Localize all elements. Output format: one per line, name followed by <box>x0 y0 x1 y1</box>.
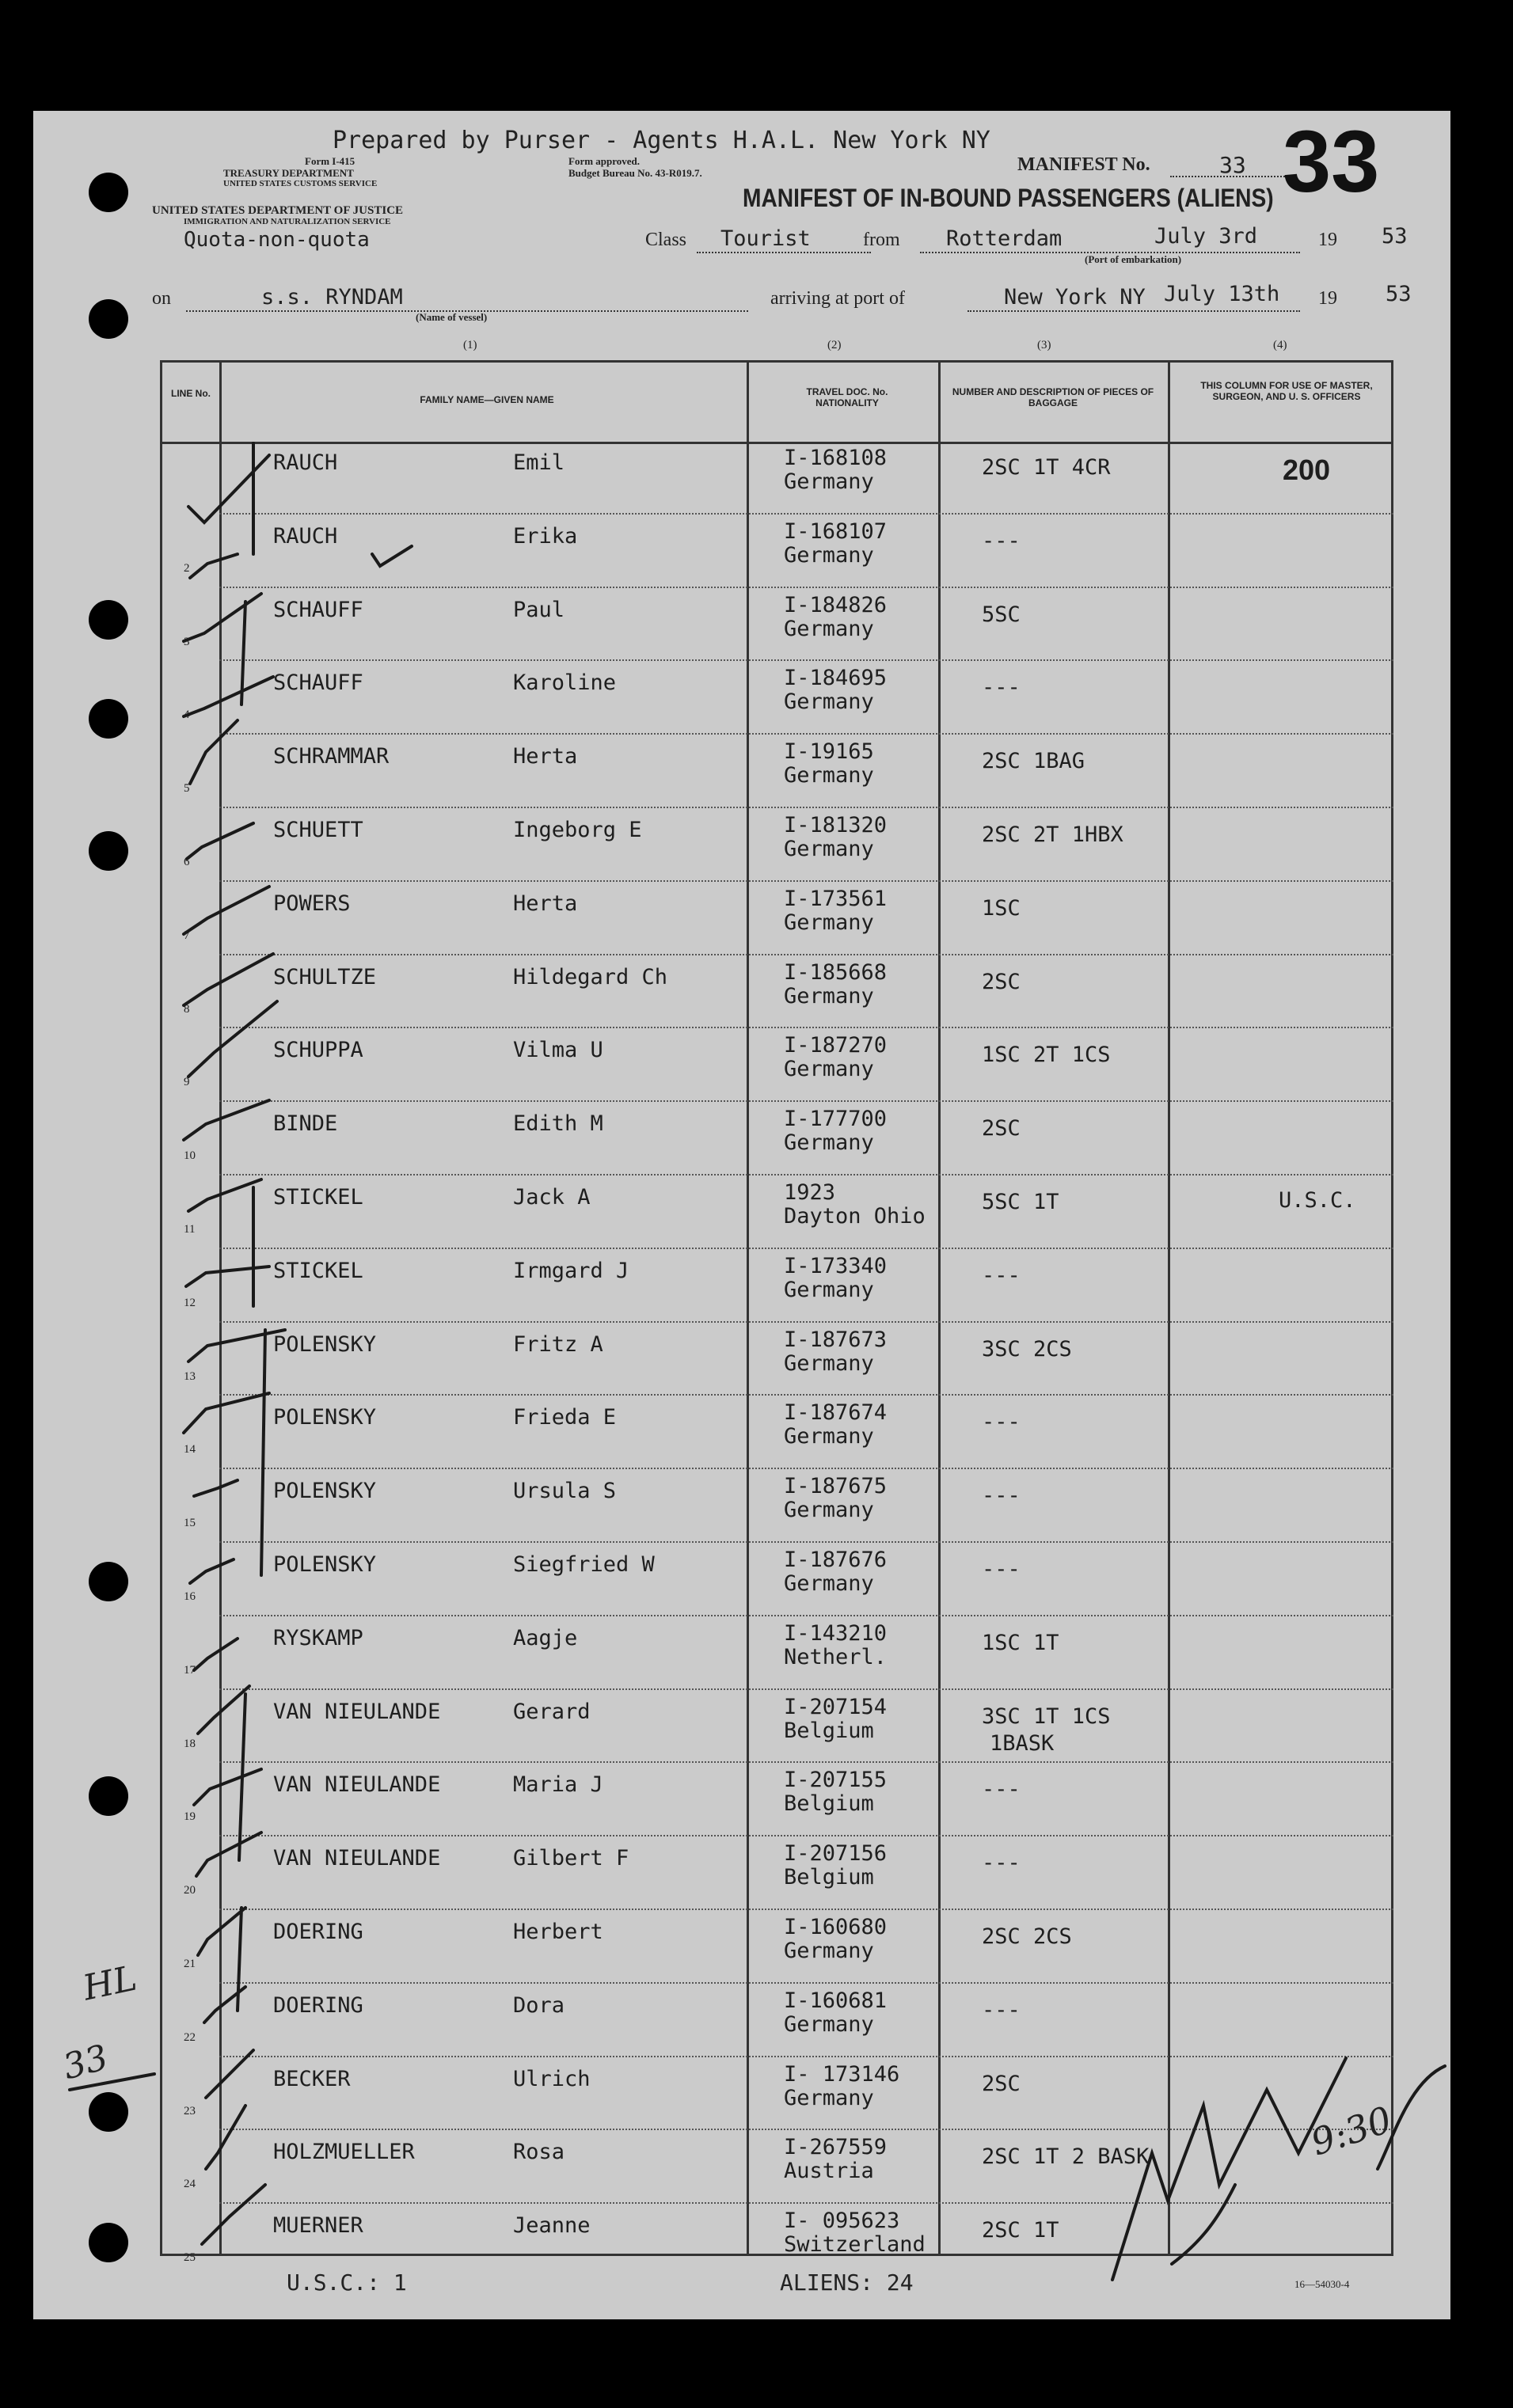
travel-doc-number: I-181320 <box>784 813 888 837</box>
doj-line: UNITED STATES DEPARTMENT OF JUSTICE <box>152 204 404 217</box>
travel-doc-number: I-160680 <box>784 1915 888 1939</box>
nationality: Germany <box>784 617 874 641</box>
given-name: Herta <box>513 891 578 916</box>
nationality: Germany <box>784 1498 874 1522</box>
given-name: Dora <box>513 1993 565 2018</box>
baggage: --- <box>982 1557 1021 1582</box>
nationality: Germany <box>784 1939 874 1963</box>
line-number: 7 <box>184 929 190 942</box>
line-number: 20 <box>184 1884 196 1897</box>
nationality: Germany <box>784 2086 874 2110</box>
baggage: --- <box>982 1410 1021 1434</box>
given-name: Edith M <box>513 1111 603 1136</box>
arrival-year-prefix: 19 <box>1318 288 1337 309</box>
given-name: Vilma U <box>513 1038 603 1062</box>
baggage: --- <box>982 1483 1021 1508</box>
baggage: 3SC 1T 1CS <box>982 1704 1111 1729</box>
form-id: Form I-415 <box>305 155 355 167</box>
given-name: Karoline <box>513 670 617 695</box>
baggage: 1SC 1T <box>982 1631 1059 1655</box>
nationality: Germany <box>784 543 874 568</box>
travel-doc-number: I-19165 <box>784 739 874 764</box>
line-number: 10 <box>184 1149 196 1162</box>
family-name: BINDE <box>273 1111 338 1136</box>
form-dept-treasury: TREASURY DEPARTMENT <box>223 167 354 179</box>
nationality: Germany <box>784 689 874 714</box>
family-name: POLENSKY <box>273 1332 377 1357</box>
travel-doc-number: I-143210 <box>784 1621 888 1646</box>
margin-note-time: 9:30 <box>1306 2098 1397 2164</box>
travel-doc-number: I-184826 <box>784 593 888 617</box>
baggage: --- <box>982 675 1021 700</box>
officer-note: 200 <box>1283 454 1331 486</box>
footer-aliens-count: ALIENS: 24 <box>780 2269 914 2296</box>
line-number: 13 <box>184 1370 196 1383</box>
from-date: July 3rd <box>1154 224 1258 249</box>
nationality: Germany <box>784 1057 874 1081</box>
nationality: Germany <box>784 1278 874 1302</box>
given-name: Herbert <box>513 1920 603 1944</box>
family-name: STICKEL <box>273 1259 363 1283</box>
nationality: Germany <box>784 1571 874 1596</box>
col-header-travel-doc: TRAVEL DOC. No. NATIONALITY <box>806 386 888 408</box>
port-embark-label: (Port of embarkation) <box>1085 253 1182 265</box>
line-number: 8 <box>184 1003 190 1016</box>
arrival-port: New York NY <box>1004 285 1146 310</box>
nationality: Belgium <box>784 1865 874 1890</box>
baggage: --- <box>982 1777 1021 1802</box>
vessel-label: (Name of vessel) <box>416 311 488 323</box>
travel-doc-number: I-187673 <box>784 1327 888 1352</box>
given-name: Paul <box>513 598 565 622</box>
nationality: Germany <box>784 469 874 494</box>
nationality: Germany <box>784 1130 874 1155</box>
travel-doc-number: I- 095623 <box>784 2209 900 2233</box>
family-name: RAUCH <box>273 524 338 549</box>
given-name: Herta <box>513 744 578 769</box>
baggage: 5SC <box>982 602 1021 627</box>
given-name: Ingeborg E <box>513 818 642 842</box>
family-name: VAN NIEULANDE <box>273 1846 441 1871</box>
family-name: STICKEL <box>273 1185 363 1210</box>
baggage-extra: 1BASK <box>990 1731 1055 1756</box>
family-name: VAN NIEULANDE <box>273 1700 441 1724</box>
line-number: 18 <box>184 1738 196 1750</box>
col-header-name: FAMILY NAME—GIVEN NAME <box>420 394 554 405</box>
travel-doc-number: I-207156 <box>784 1841 888 1866</box>
family-name: BECKER <box>273 2067 351 2091</box>
line-number: 17 <box>184 1664 196 1677</box>
col-num-3: (3) <box>1037 339 1051 351</box>
travel-doc-number: I-207155 <box>784 1768 888 1792</box>
from-label: from <box>863 230 900 250</box>
given-name: Hildegard Ch <box>513 965 668 989</box>
year-prefix: 19 <box>1318 230 1337 250</box>
nationality: Germany <box>784 763 874 788</box>
given-name: Erika <box>513 524 578 549</box>
family-name: SCHULTZE <box>273 965 377 989</box>
footer-print-code: 16—54030-4 <box>1294 2278 1350 2290</box>
family-name: POLENSKY <box>273 1405 377 1430</box>
col-num-1: (1) <box>463 339 477 351</box>
class-label: Class <box>645 230 687 250</box>
travel-doc-number: I-173561 <box>784 887 888 911</box>
nationality: Germany <box>784 1424 874 1449</box>
footer-usc-count: U.S.C.: 1 <box>287 2269 407 2296</box>
line-number: 23 <box>184 2105 196 2117</box>
given-name: Fritz A <box>513 1332 603 1357</box>
line-number: 22 <box>184 2031 196 2044</box>
nationality: Germany <box>784 910 874 935</box>
col-header-line: LINE No. <box>171 388 211 399</box>
line-number: 24 <box>184 2178 196 2190</box>
family-name: HOLZMUELLER <box>273 2140 415 2164</box>
baggage: 2SC <box>982 2072 1021 2096</box>
class-value: Tourist <box>720 226 811 251</box>
line-number: 9 <box>184 1076 190 1088</box>
travel-doc-number: I-168108 <box>784 446 888 470</box>
line-number: 16 <box>184 1590 196 1603</box>
given-name: Rosa <box>513 2140 565 2164</box>
family-name: DOERING <box>273 1993 363 2018</box>
arriving-label: arriving at port of <box>770 288 905 309</box>
line-number: 19 <box>184 1810 196 1823</box>
nationality: Switzerland <box>784 2232 926 2257</box>
line-number: 3 <box>184 636 190 648</box>
family-name: RAUCH <box>273 450 338 475</box>
nationality: Belgium <box>784 1719 874 1743</box>
nationality: Dayton Ohio <box>784 1204 926 1229</box>
manifest-no-stamp: 33 <box>1283 113 1380 211</box>
travel-doc-number: I-185668 <box>784 960 888 985</box>
travel-doc-number: I-207154 <box>784 1695 888 1719</box>
nationality: Germany <box>784 837 874 861</box>
prepared-by-line: Prepared by Purser - Agents H.A.L. New York NY <box>333 127 990 154</box>
family-name: DOERING <box>273 1920 363 1944</box>
given-name: Frieda E <box>513 1405 617 1430</box>
nationality: Germany <box>784 984 874 1008</box>
form-dept-customs: UNITED STATES CUSTOMS SERVICE <box>223 179 378 188</box>
baggage: 5SC 1T <box>982 1190 1059 1214</box>
baggage: --- <box>982 529 1021 553</box>
arrival-year: 53 <box>1386 282 1412 306</box>
manifest-title: MANIFEST OF IN-BOUND PASSENGERS (ALIENS) <box>743 184 1274 212</box>
nationality: Germany <box>784 1351 874 1376</box>
family-name: POLENSKY <box>273 1479 377 1503</box>
line-number: 15 <box>184 1517 196 1529</box>
line-number: 2 <box>184 562 190 575</box>
family-name: POLENSKY <box>273 1552 377 1577</box>
nationality: Netherl. <box>784 1645 888 1669</box>
line-number: 21 <box>184 1958 196 1970</box>
travel-doc-number: I- 173146 <box>784 2062 900 2087</box>
baggage: 2SC 1BAG <box>982 749 1085 773</box>
travel-doc-number: I-187674 <box>784 1400 888 1425</box>
given-name: Aagje <box>513 1626 578 1650</box>
travel-doc-number: I-168107 <box>784 519 888 544</box>
travel-doc-number: I-187270 <box>784 1033 888 1058</box>
given-name: Jeanne <box>513 2213 591 2238</box>
travel-doc-number: 1923 <box>784 1180 836 1205</box>
line-number: 6 <box>184 856 190 868</box>
line-number: 11 <box>184 1223 196 1236</box>
given-name: Emil <box>513 450 565 475</box>
family-name: RYSKAMP <box>273 1626 363 1650</box>
baggage: 2SC 2T 1HBX <box>982 822 1123 847</box>
travel-doc-number: I-187676 <box>784 1548 888 1572</box>
baggage: 2SC 1T 2 BASK <box>982 2144 1150 2169</box>
given-name: Jack A <box>513 1185 591 1210</box>
line-number: 14 <box>184 1443 196 1456</box>
baggage: --- <box>982 1851 1021 1875</box>
travel-doc-number: I-184695 <box>784 666 888 690</box>
baggage: --- <box>982 1998 1021 2022</box>
baggage: 1SC 2T 1CS <box>982 1043 1111 1067</box>
baggage: 2SC <box>982 970 1021 994</box>
arrival-date: July 13th <box>1164 282 1280 306</box>
col-num-4: (4) <box>1273 339 1287 351</box>
vessel-value: s.s. RYNDAM <box>261 285 403 310</box>
given-name: Ursula S <box>513 1479 617 1503</box>
quota-line: Quota-non-quota <box>184 228 370 252</box>
year-value: 53 <box>1382 224 1408 249</box>
family-name: MUERNER <box>273 2213 363 2238</box>
col-header-officers: THIS COLUMN FOR USE OF MASTER, SURGEON, AND U. S. OFFICERS <box>1200 380 1373 402</box>
col-header-baggage: NUMBER AND DESCRIPTION OF PIECES OF BAGGAGE <box>952 386 1154 408</box>
line-number: 12 <box>184 1297 196 1309</box>
baggage: 2SC <box>982 1116 1021 1141</box>
baggage: 2SC 2CS <box>982 1924 1072 1949</box>
line-number: 4 <box>184 708 190 721</box>
given-name: Maria J <box>513 1772 603 1797</box>
manifest-no-label: MANIFEST No. <box>1017 154 1150 175</box>
travel-doc-number: I-160681 <box>784 1988 888 2013</box>
given-name: Gerard <box>513 1700 591 1724</box>
baggage: 1SC <box>982 896 1021 921</box>
family-name: SCHUETT <box>273 818 363 842</box>
baggage: 2SC 1T <box>982 2218 1059 2243</box>
family-name: POWERS <box>273 891 351 916</box>
on-label: on <box>152 288 171 309</box>
baggage: --- <box>982 1263 1021 1288</box>
officer-note: U.S.C. <box>1279 1188 1356 1213</box>
family-name: SCHAUFF <box>273 670 363 695</box>
margin-note-hl: HL <box>79 1958 141 2009</box>
family-name: SCHUPPA <box>273 1038 363 1062</box>
nationality: Germany <box>784 2012 874 2037</box>
margin-note-33: 33 <box>59 2037 112 2088</box>
nationality: Belgium <box>784 1791 874 1816</box>
travel-doc-number: I-267559 <box>784 2135 888 2159</box>
travel-doc-number: I-173340 <box>784 1254 888 1278</box>
col-num-2: (2) <box>827 339 842 351</box>
line-number: 5 <box>184 782 190 795</box>
baggage: 2SC 1T 4CR <box>982 455 1111 480</box>
from-value: Rotterdam <box>946 226 1063 251</box>
given-name: Ulrich <box>513 2067 591 2091</box>
manifest-no-value: 33 <box>1219 152 1246 178</box>
family-name: SCHAUFF <box>273 598 363 622</box>
family-name: VAN NIEULANDE <box>273 1772 441 1797</box>
ins-line: IMMIGRATION AND NATURALIZATION SERVICE <box>184 217 391 226</box>
form-approved: Form approved. <box>568 155 641 167</box>
given-name: Siegfried W <box>513 1552 655 1577</box>
travel-doc-number: I-187675 <box>784 1474 888 1498</box>
baggage: 3SC 2CS <box>982 1337 1072 1362</box>
given-name: Irmgard J <box>513 1259 629 1283</box>
budget-bureau: Budget Bureau No. 43-R019.7. <box>568 167 702 179</box>
given-name: Gilbert F <box>513 1846 629 1871</box>
nationality: Austria <box>784 2159 874 2183</box>
family-name: SCHRAMMAR <box>273 744 390 769</box>
line-number: 25 <box>184 2251 196 2264</box>
travel-doc-number: I-177700 <box>784 1107 888 1131</box>
